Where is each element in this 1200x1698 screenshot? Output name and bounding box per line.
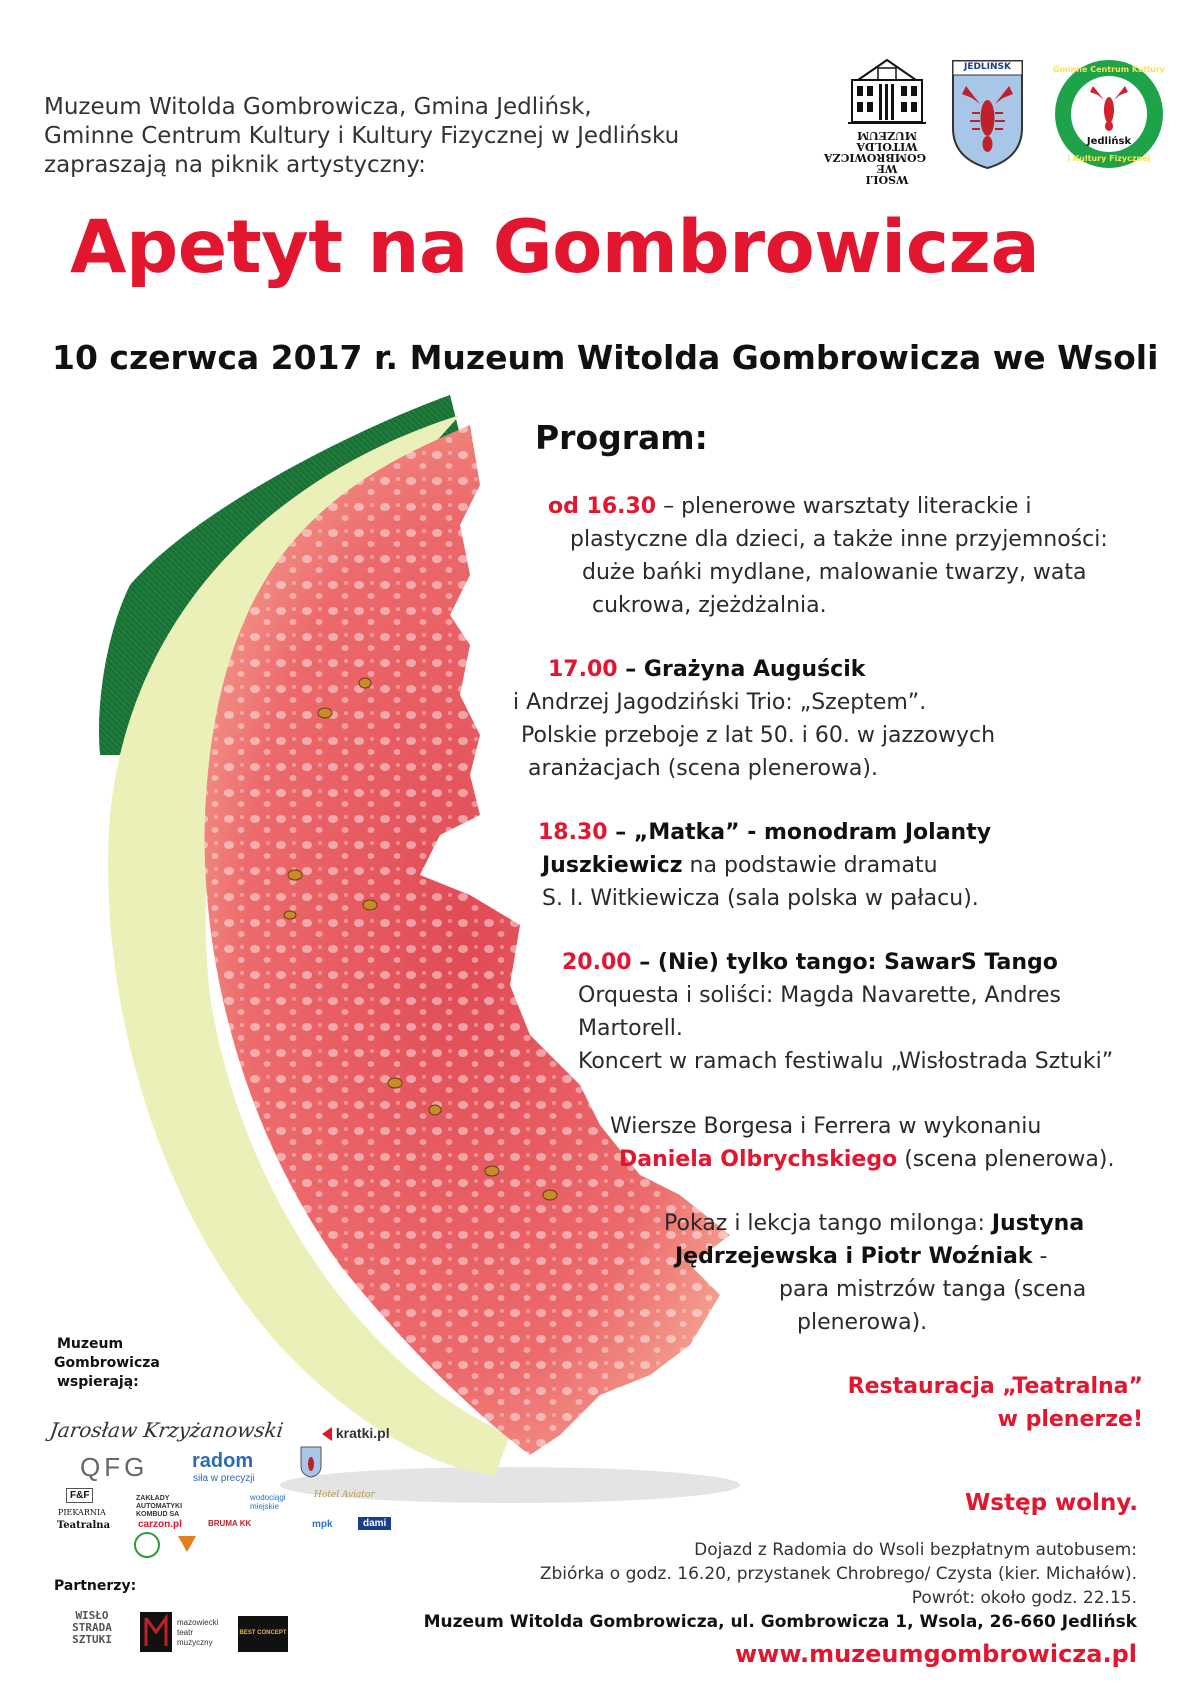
sponsor-mpk: mpk: [312, 1519, 333, 1530]
restaurant-note: Restauracja „Teatralna” w plenerze!: [847, 1374, 1143, 1432]
museum-logo-text: WSOLI WE GOMBROWICZA WITOLDA MUZEUM: [824, 129, 926, 186]
event-1-time: od 16.30: [548, 494, 657, 519]
event-3-line-2: Juszkiewicz na podstawie dramatu: [542, 853, 938, 878]
event-3-line-1: 18.30 – „Matka” - monodram Jolanty: [538, 820, 992, 845]
museum-address: Muzeum Witolda Gombrowicza, ul. Gombrowicza 1, Wsola, 26-660 Jedlińsk: [423, 1612, 1137, 1632]
transport-info: Dojazd z Radomia do Wsoli bezpłatnym autobusem: Zbiórka o godz. 16.20, przystanek Chrobrego/ Czysta (kier. Michałów). Powrót: około godz. 22.15.: [539, 1540, 1137, 1608]
sponsor-orange-emblem-icon: [178, 1536, 196, 1552]
event-1-line-3: duże bańki mydlane, malowanie twarzy, wata: [582, 560, 1087, 585]
program-heading: Program:: [535, 418, 708, 457]
coat-label: JEDLIŃSK: [963, 62, 1012, 72]
organizer-line-2: Gminne Centrum Kultury i Kultury Fizycznej w Jedlińsku: [44, 123, 680, 149]
sponsor-green-emblem-icon: [134, 1532, 160, 1558]
kratki-arrow-icon: [322, 1427, 332, 1441]
supporters-heading: Muzeum Gombrowicza wspierają:: [54, 1336, 160, 1390]
event-3-time: 18.30: [538, 820, 608, 845]
gck-bottom-text: i Kultury Fizycznej: [1067, 154, 1151, 163]
sponsor-dami: dami: [358, 1517, 391, 1530]
event-6-line-2: Jędrzejewska i Piotr Woźniak -: [675, 1244, 1048, 1269]
sponsor-carzon: carzon.pl: [138, 1519, 182, 1530]
partner-wislostrada: WISŁO STRADA SZTUKI: [72, 1609, 112, 1646]
partner-teatr: mazowiecki teatr muzyczny: [177, 1618, 219, 1647]
event-2-time: 17.00: [548, 657, 618, 682]
partners-heading: Partnerzy:: [54, 1578, 137, 1594]
sponsor-kratki: kratki.pl: [322, 1425, 390, 1441]
event-6-line-3: para mistrzów tanga (scena: [779, 1277, 1087, 1302]
sponsor-hotel: Hotel Aviator: [314, 1490, 375, 1500]
organizer-line-3: zapraszają na piknik artystyczny:: [44, 152, 426, 178]
event-1-line-2: plastyczne dla dzieci, a także inne przyjemności:: [570, 527, 1108, 552]
event-3-line-3: S. I. Witkiewicza (sala polska w pałacu).: [542, 886, 979, 911]
event-4-line-4: Koncert w ramach festiwalu „Wisłostrada Sztuki”: [578, 1049, 1114, 1074]
event-date-venue: 10 czerwca 2017 r. Muzeum Witolda Gombrowicza we Wsoli: [52, 338, 1159, 377]
event-4-line-1: 20.00 – (Nie) tylko tango: SawarS Tango: [562, 950, 1058, 975]
event-4-line-2: Orquesta i soliści: Magda Navarette, Andres: [578, 983, 1062, 1008]
sponsor-teatralna: Teatralna: [57, 1520, 111, 1531]
event-5-line-2: Daniela Olbrychskiego (scena plenerowa).: [619, 1147, 1115, 1172]
sponsor-wodociagi: wodociągi miejskie: [250, 1493, 286, 1511]
free-entry: Wstęp wolny.: [964, 1490, 1138, 1516]
event-2-line-2: i Andrzej Jagodziński Trio: „Szeptem”.: [513, 690, 927, 715]
event-6-line-4: plenerowa).: [797, 1310, 928, 1335]
gck-logo: [1053, 58, 1165, 170]
sponsor-coat-icon: [300, 1446, 322, 1478]
jedlinsk-coat-of-arms: [950, 58, 1025, 170]
event-6-line-1: Pokaz i lekcja tango milonga: Justyna: [664, 1211, 1085, 1236]
sponsor-radom: radom: [192, 1450, 254, 1472]
event-1-line-4: cukrowa, zjeżdżalnia.: [592, 593, 827, 618]
museum-logo: [824, 54, 926, 186]
partner-best-concept-logo: BEST CONCEPT: [238, 1616, 288, 1652]
event-5-line-1: Wiersze Borgesa i Ferrera w wykonaniu: [610, 1114, 1042, 1139]
partner-teatr-logo-icon: [140, 1612, 172, 1652]
gck-center-text: Jedlińsk: [1086, 136, 1132, 147]
sponsor-zaklady: ZAKŁADY AUTOMATYKI KOMBUD SA: [136, 1495, 183, 1518]
sponsor-piekarnia: PIEKARNIA: [58, 1508, 106, 1517]
sponsor-fb: F&F: [66, 1488, 93, 1503]
website-link[interactable]: www.muzeumgombrowicza.pl: [734, 1640, 1137, 1668]
organizer-line-1: Muzeum Witolda Gombrowicza, Gmina Jedlińsk,: [44, 94, 592, 120]
event-title: Apetyt na Gombrowicza: [70, 205, 1040, 290]
sponsor-bruma: BRUMA KK: [208, 1519, 252, 1528]
sponsor-radom-tagline: siła w precyzji: [193, 1473, 255, 1484]
event-4-line-3: Martorell.: [578, 1016, 683, 1041]
sponsor-signature: Jarosław Krzyżanowski: [48, 1418, 285, 1442]
sponsor-qfg: QFG: [80, 1452, 149, 1482]
manor-icon: [848, 54, 926, 126]
event-4-time: 20.00: [562, 950, 632, 975]
event-2-line-4: aranżacjach (scena plenerowa).: [528, 756, 878, 781]
event-2-line-1: 17.00 – Grażyna Auguścik: [548, 657, 866, 682]
gck-top-text: Gminne Centrum Kultury: [1053, 65, 1165, 74]
event-1-line-1: od 16.30 – plenerowe warsztaty literackie i: [548, 494, 1032, 519]
event-2-line-3: Polskie przeboje z lat 50. i 60. w jazzowych: [521, 723, 996, 748]
